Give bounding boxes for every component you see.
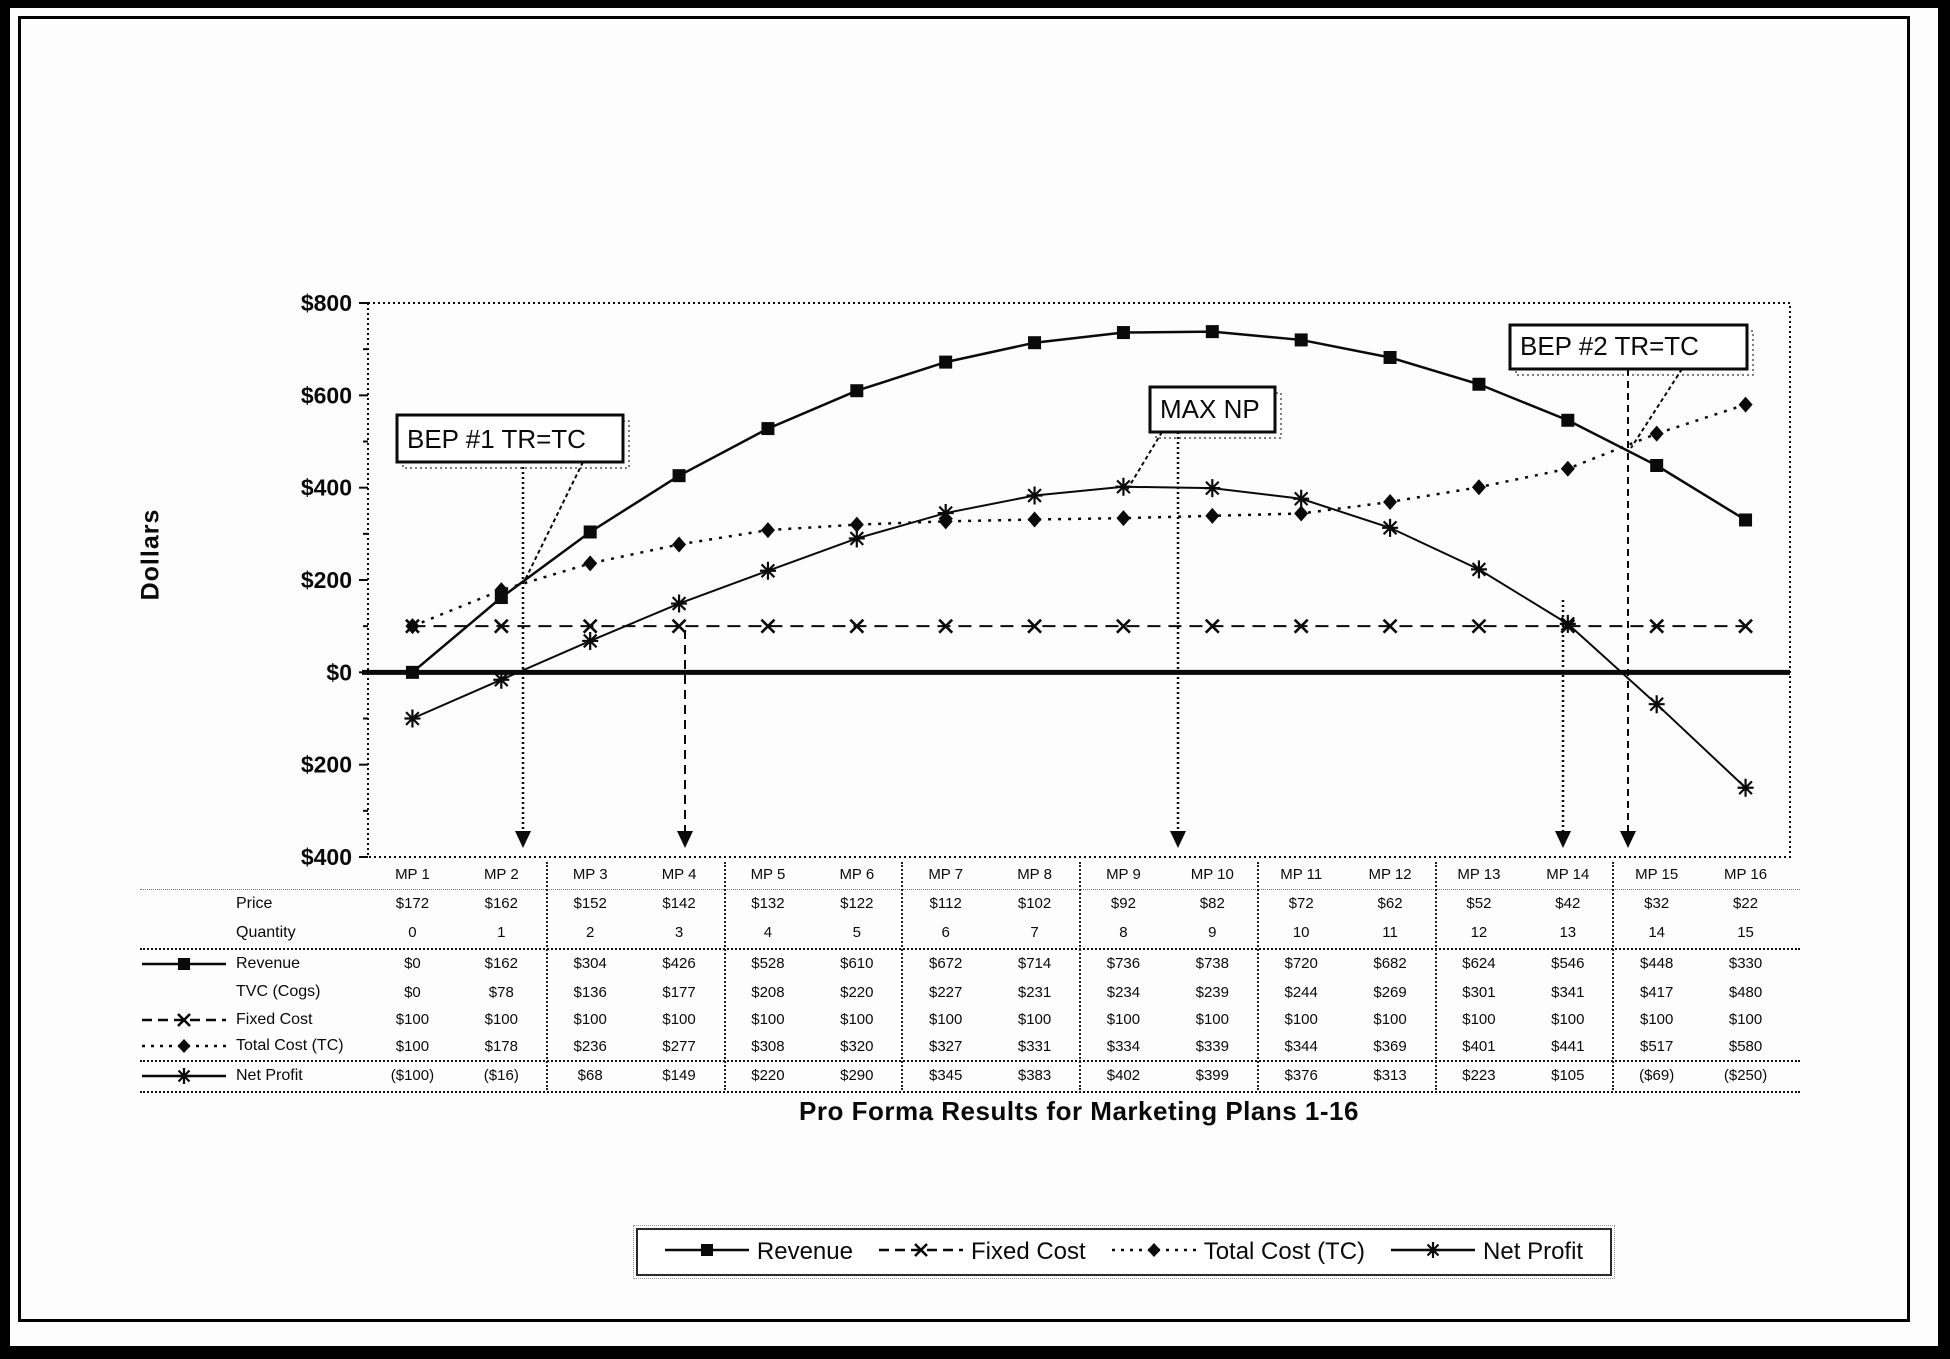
table-cell: 10 [1292, 924, 1310, 941]
column-header: MP 3 [572, 865, 608, 883]
table-cell: $546 [1551, 955, 1585, 972]
table-cell: $369 [1373, 1037, 1407, 1055]
table-column-divider [1612, 862, 1614, 1090]
y-tick-label: $200 [300, 751, 352, 778]
table-cell: $68 [577, 1067, 603, 1084]
table-cell: $102 [1017, 895, 1052, 912]
legend-item-revenue [665, 1238, 853, 1266]
x-series-legend-icon [879, 1238, 963, 1266]
table-cell: $331 [1017, 1037, 1052, 1055]
asterisk-series-legend-icon [1391, 1238, 1475, 1266]
table-column-divider [901, 862, 903, 1090]
column-header: MP 5 [750, 865, 786, 883]
table-cell: $227 [929, 983, 963, 1001]
table-cell: $178 [484, 1037, 518, 1055]
column-header: MP 13 [1457, 865, 1501, 883]
table-cell: $122 [840, 895, 874, 912]
table-cell: 8 [1119, 924, 1128, 941]
legend-item-fixed-cost [879, 1238, 1086, 1266]
table-cell: $100 [1551, 1011, 1585, 1028]
table-cell: 5 [852, 924, 861, 941]
table-cell: $100 [1373, 1011, 1407, 1028]
table-cell: $269 [1373, 983, 1407, 1001]
table-header-row [140, 860, 1800, 888]
table-divider [140, 1060, 1800, 1062]
table-cell: $383 [1017, 1067, 1052, 1084]
table-cell: $100 [395, 1037, 430, 1055]
table-divider [140, 1091, 1800, 1093]
table-cell: $304 [573, 955, 607, 972]
table-cell: $105 [1551, 1067, 1585, 1084]
table-cell: $32 [1644, 895, 1670, 912]
table-cell: $720 [1284, 955, 1318, 972]
table-cell: $714 [1017, 955, 1052, 972]
table-column-divider [1435, 862, 1437, 1090]
table-cell: $72 [1288, 895, 1314, 912]
diamond-series-legend-icon [1112, 1238, 1196, 1266]
table-cell: ($250) [1723, 1067, 1768, 1084]
table-cell: $100 [751, 1011, 785, 1028]
table-cell: 11 [1382, 924, 1398, 941]
table-cell: $399 [1195, 1067, 1229, 1084]
table-cell: $441 [1551, 1037, 1585, 1055]
table-row [140, 1061, 1800, 1090]
row-label: Revenue [236, 954, 301, 972]
column-header: MP 10 [1190, 865, 1234, 883]
table-cell: $112 [929, 895, 962, 912]
table-cell: $330 [1728, 955, 1763, 972]
table-cell: $100 [1195, 1011, 1229, 1028]
table-cell: $162 [484, 895, 518, 912]
column-header: MP 12 [1368, 865, 1412, 883]
table-cell: $345 [929, 1067, 963, 1084]
table-column-divider [1079, 862, 1081, 1090]
table-cell: $220 [751, 1067, 785, 1084]
table-cell: $100 [662, 1011, 696, 1028]
table-cell: $426 [662, 955, 696, 972]
table-cell: $301 [1462, 983, 1496, 1001]
table-cell: 14 [1648, 924, 1666, 941]
table-cell: $344 [1284, 1037, 1318, 1055]
column-header: MP 14 [1546, 865, 1590, 883]
legend-label: Net Profit [1483, 1238, 1584, 1265]
table-cell: 13 [1559, 924, 1577, 941]
row-label: Fixed Cost [236, 1010, 313, 1028]
table-cell: $320 [840, 1037, 874, 1055]
table-cell: $52 [1466, 895, 1492, 912]
table-cell: $339 [1195, 1037, 1229, 1055]
table-cell: $208 [751, 983, 785, 1001]
column-header: MP 1 [395, 865, 430, 883]
table-cell: $417 [1640, 983, 1674, 1001]
table-cell: $172 [395, 895, 430, 912]
table-cell: 9 [1208, 924, 1217, 941]
annotation-label: BEP #1 TR=TC [407, 424, 586, 454]
table-cell: ($69) [1639, 1067, 1675, 1084]
table-divider [140, 948, 1800, 950]
table-cell: $580 [1728, 1037, 1763, 1055]
column-header: MP 9 [1106, 865, 1141, 883]
table-cell: $136 [573, 983, 607, 1001]
square-series-key-icon [142, 949, 226, 978]
table-cell: $376 [1284, 1067, 1318, 1084]
y-tick-label: $400 [300, 844, 352, 870]
table-cell: $100 [1728, 1011, 1763, 1028]
row-label: Quantity [236, 923, 296, 941]
row-label: TVC (Cogs) [236, 983, 321, 1000]
table-column-divider [546, 862, 548, 1090]
table-row [140, 978, 1800, 1006]
column-header: MP 4 [661, 865, 697, 883]
table-cell: $100 [484, 1011, 518, 1028]
table-cell: $100 [1640, 1011, 1674, 1028]
table-cell: ($100) [390, 1067, 435, 1084]
table-cell: 15 [1737, 924, 1754, 941]
table-cell: $236 [573, 1037, 607, 1055]
column-header: MP 16 [1724, 865, 1768, 883]
legend-label: Fixed Cost [970, 1238, 1086, 1265]
y-tick-label: $200 [300, 567, 352, 593]
row-label: Total Cost (TC) [236, 1037, 344, 1054]
table-cell: $177 [662, 983, 696, 1001]
column-header: MP 7 [928, 865, 964, 883]
table-cell: $402 [1106, 1067, 1141, 1084]
table-cell: $277 [662, 1037, 696, 1055]
legend-item-net-profit [1391, 1238, 1583, 1266]
table-cell: $290 [840, 1067, 874, 1084]
y-tick-label: $800 [300, 290, 352, 316]
table-cell: $738 [1195, 955, 1229, 972]
table-cell: $239 [1195, 983, 1229, 1001]
table-cell: 6 [941, 924, 950, 941]
table-cell: $22 [1733, 895, 1759, 912]
table-cell: $334 [1106, 1037, 1141, 1055]
table-cell: $100 [1284, 1011, 1318, 1028]
table-cell: $100 [1106, 1011, 1141, 1028]
table-cell: $480 [1728, 983, 1763, 1001]
annotation-label: MAX NP [1160, 394, 1260, 424]
table-cell: $736 [1106, 955, 1141, 972]
chart-legend [636, 1228, 1612, 1276]
table-cell: 7 [1030, 924, 1039, 941]
table-cell: $220 [840, 983, 874, 1001]
table-cell: $100 [840, 1011, 874, 1028]
column-header: MP 2 [483, 865, 519, 883]
table-cell: $0 [404, 955, 421, 972]
x-series-key-icon [142, 1006, 226, 1033]
table-cell: $610 [840, 955, 874, 972]
y-tick-label: $400 [300, 474, 352, 501]
table-cell: $42 [1555, 895, 1581, 912]
table-cell: 1 [497, 924, 506, 941]
table-cell: $528 [751, 955, 785, 972]
table-cell: $682 [1373, 955, 1407, 972]
table-cell: $313 [1373, 1067, 1407, 1084]
table-cell: $100 [1017, 1011, 1052, 1028]
table-cell: $149 [662, 1067, 696, 1084]
table-cell: $244 [1284, 983, 1318, 1001]
chart-title: Pro Forma Results for Marketing Plans 1-16 [799, 1096, 1359, 1126]
table-cell: $62 [1377, 895, 1403, 912]
table-cell: $162 [484, 955, 518, 972]
table-row [140, 1006, 1800, 1033]
table-cell: $517 [1640, 1037, 1674, 1055]
table-row [140, 1033, 1800, 1059]
table-cell: ($16) [483, 1067, 519, 1084]
row-label: Price [236, 894, 273, 912]
legend-item-total-cost-tc- [1112, 1238, 1365, 1266]
table-cell: $341 [1551, 983, 1585, 1001]
table-row [140, 918, 1800, 947]
table-cell: $142 [662, 895, 696, 912]
column-header: MP 6 [839, 865, 875, 883]
table-cell: $234 [1106, 983, 1141, 1001]
table-cell: 4 [763, 924, 773, 941]
table-cell: $448 [1640, 955, 1674, 972]
column-header: MP 8 [1017, 865, 1052, 883]
table-column-divider [1257, 862, 1259, 1090]
diamond-series-key-icon [142, 1033, 226, 1059]
table-cell: $672 [929, 955, 963, 972]
column-header: MP 11 [1280, 865, 1323, 883]
table-cell: 0 [408, 924, 417, 941]
table-row [140, 949, 1800, 978]
table-cell: $100 [573, 1011, 607, 1028]
table-column-divider [724, 862, 726, 1090]
table-cell: $152 [573, 895, 607, 912]
table-cell: $78 [488, 983, 514, 1001]
table-cell: $82 [1199, 895, 1225, 912]
y-tick-label: $600 [300, 382, 352, 409]
column-header: MP 15 [1635, 865, 1679, 883]
table-divider [140, 889, 1800, 890]
asterisk-series-key-icon [142, 1061, 226, 1090]
table-cell: $401 [1462, 1037, 1496, 1055]
table-cell: 2 [586, 924, 595, 941]
y-tick-label: $0 [326, 659, 352, 686]
table-cell: $92 [1110, 895, 1136, 912]
annotation-label: BEP #2 TR=TC [1520, 331, 1699, 361]
table-cell: $223 [1462, 1067, 1496, 1084]
table-cell: $624 [1462, 955, 1496, 972]
table-cell: $0 [404, 983, 421, 1001]
table-cell: $132 [751, 895, 785, 912]
table-cell: 12 [1470, 924, 1488, 941]
table-cell: $231 [1017, 983, 1052, 1001]
square-series-legend-icon [665, 1238, 749, 1266]
table-cell: $100 [1462, 1011, 1496, 1028]
legend-label: Total Cost (TC) [1203, 1238, 1366, 1265]
table-cell: $308 [751, 1037, 785, 1055]
table-cell: $100 [929, 1011, 963, 1028]
table-cell: $100 [395, 1011, 430, 1028]
table-cell: 3 [674, 924, 684, 941]
table-cell: $327 [929, 1037, 963, 1055]
row-label: Net Profit [236, 1066, 303, 1084]
y-axis-title: Dollars [136, 508, 165, 601]
legend-label: Revenue [756, 1238, 853, 1265]
table-row [140, 889, 1800, 918]
